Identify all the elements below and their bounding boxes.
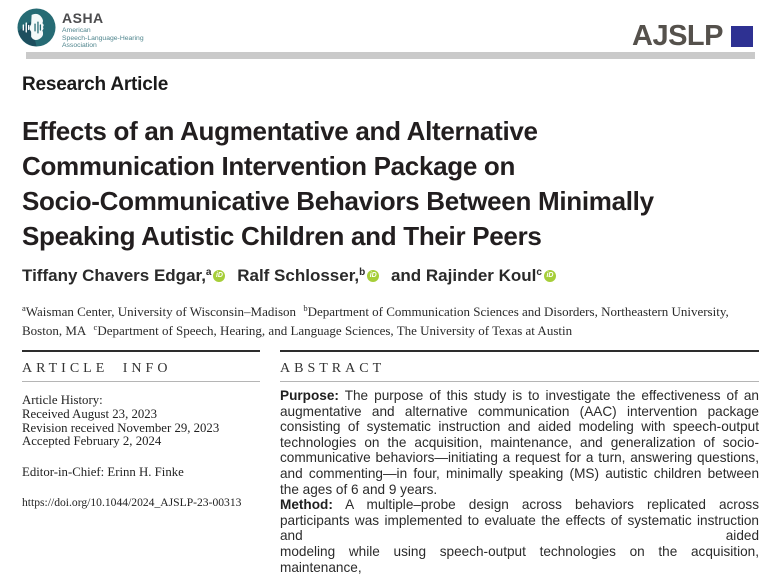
purpose-label: Purpose:: [280, 388, 339, 403]
page-title-line: Communication Intervention Package on: [22, 151, 516, 181]
affiliation: [94, 323, 573, 338]
article-history-label: Article History:: [22, 393, 103, 407]
affiliation-text: Department of Speech, Hearing, and Language Sciences, The University of Texas at Austin: [97, 322, 573, 338]
page-title-line: Effects of an Augmentative and Alternative: [22, 116, 538, 146]
author-name: Ralf Schlosser,: [237, 266, 360, 285]
asha-logo-icon: [17, 8, 56, 47]
affiliation-superscript: c: [93, 321, 98, 332]
affiliations: [22, 301, 768, 338]
article-info-heading: ARTICLE INFO: [22, 352, 260, 382]
abstract-method-paragraph: [280, 497, 759, 544]
history-accepted: Accepted February 2, 2024: [22, 434, 162, 449]
doi-link[interactable]: https://doi.org/10.1044/2024_AJSLP-23-00313: [22, 495, 242, 509]
author: [237, 266, 379, 285]
affiliation: [22, 304, 296, 319]
page-title-line: Socio-Communicative Behaviors Between Minimally: [22, 186, 654, 216]
abstract-section: [280, 350, 759, 575]
journal-wordmark: AJSLP: [632, 20, 723, 52]
author: [22, 266, 225, 285]
abstract-purpose-paragraph: [280, 388, 759, 497]
page-title: [22, 114, 767, 254]
history-revision: Revision received November 29, 2023: [22, 420, 220, 435]
purpose-text: The purpose of this study is to investigate the effectiveness of an augmentative and alternative communication (AAC) intervention package consisting of systematic instruction and aided modeling with speech-output technologies on the acquisition, maintenance, and generalization of socio-communicative behaviors—initiating a request for a turn, answering questions, and commenting—in four, minimally speaking (MS) autistic children between the ages of 6 and 9 years.: [280, 388, 759, 497]
abstract-heading: ABSTRACT: [280, 352, 759, 382]
article-type-label: Research Article: [22, 74, 169, 95]
affiliation-text: Waisman Center, University of Wisconsin–Madison: [25, 304, 297, 319]
affiliation-superscript: b: [303, 303, 308, 313]
abstract-clipped-line: modeling while using speech-output technologies on the acquisition, maintenance,: [280, 543, 759, 575]
asha-org-line: Association: [62, 42, 97, 50]
history-received: Received August 23, 2023: [22, 406, 158, 421]
asha-org-line: American: [62, 27, 91, 34]
asha-wordmark: [62, 11, 144, 50]
orcid-icon[interactable]: iD: [213, 270, 225, 282]
author-superscript: b: [359, 267, 366, 278]
page-title-line: Speaking Autistic Children and Their Peers: [22, 221, 542, 251]
author-name: and Rajinder Koul: [390, 266, 537, 285]
method-label: Method:: [280, 497, 333, 513]
editor-in-chief: Editor-in-Chief: Erinn H. Finke: [22, 465, 184, 480]
asha-org-line: Speech-Language-Hearing: [62, 34, 144, 42]
article-info-section: [22, 350, 260, 510]
author-superscript: c: [536, 267, 542, 278]
affiliation-superscript: a: [22, 303, 26, 313]
author-superscript: a: [205, 267, 212, 278]
affiliation-text: Department of Communication Sciences and Disorders, Northeastern University, Boston, MA: [22, 304, 729, 338]
orcid-icon[interactable]: iD: [544, 270, 556, 282]
journal-square-icon: [731, 26, 753, 47]
asha-acronym: ASHA: [62, 10, 104, 26]
method-text: A multiple–probe design across behaviors replicated across participants was implemented to evaluate the effects of systematic instruction and aided: [280, 497, 759, 544]
orcid-icon[interactable]: iD: [367, 270, 379, 282]
author-name: Tiffany Chavers Edgar,: [22, 266, 206, 285]
header-divider: [26, 52, 755, 59]
author: [391, 266, 556, 285]
journal-logo: [632, 20, 753, 52]
author-byline: [22, 266, 563, 286]
